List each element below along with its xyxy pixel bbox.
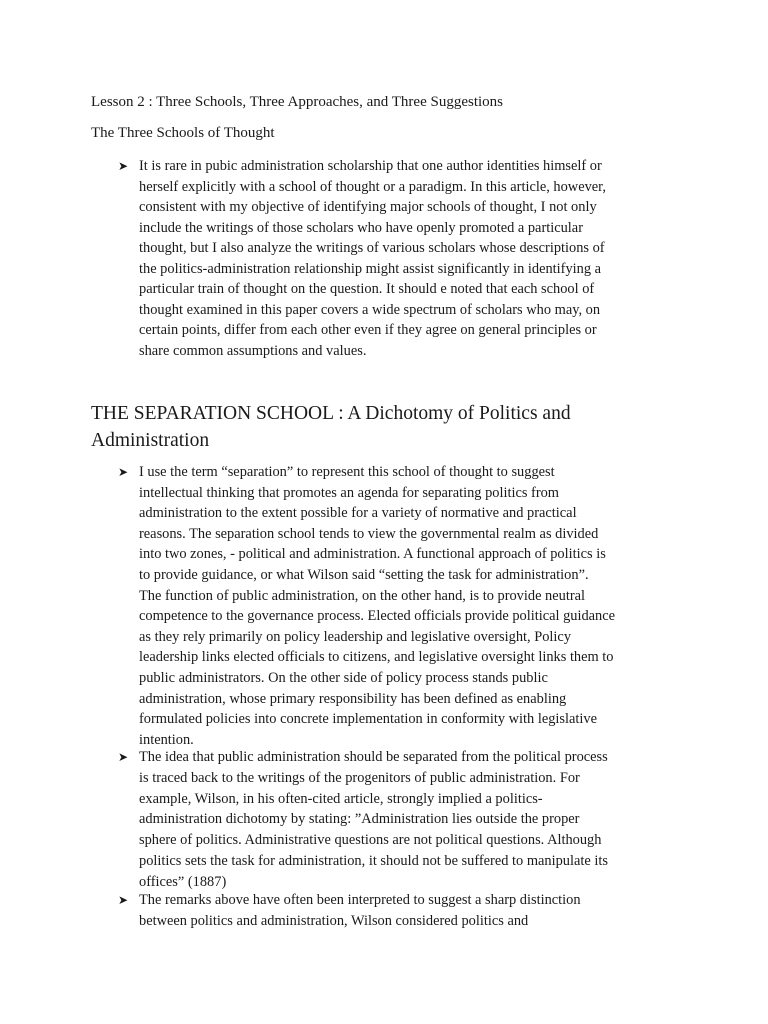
paragraph-line: politics sets the task for administration, it should not be suffered to manipulate its [139,853,608,869]
paragraph-line: between politics and administration, Wilson considered politics and [139,912,529,929]
paragraph-line: consistent with my objective of identifying major schools of thought, I not only [139,199,597,215]
paragraph-line: is traced back to the writings of the progenitors of public administration. For [139,769,580,786]
paragraph-line: offices” (1887) [139,873,227,890]
paragraph-line: example, Wilson, in his often-cited article, strongly implied a politics- [139,790,543,807]
paragraph-line: administration, whose primary responsibility has been defined as enabling [139,690,567,707]
paragraph-line: into two zones, - political and administration. A functional approach of politics is [139,546,606,563]
paragraph-line: The idea that public administration should be separated from the political process [139,749,608,765]
paragraph-line: certain points, differ from each other even if they agree on general principles or [139,322,597,338]
separation-school-heading: THE SEPARATION SCHOOL : A Dichotomy of Politics and Administration [91,403,571,451]
arrowhead-bullet-icon: ➤ [118,465,129,479]
paragraph-line: to provide guidance, or what Wilson said “setting the task for administration”. [139,567,589,583]
arrowhead-bullet-icon: ➤ [118,159,129,173]
paragraph-line: public administrators. On the other side of policy process stands public [139,670,548,686]
paragraph-line: leadership links elected officials to citizens, and legislative oversight links them to [139,649,614,666]
arrowhead-bullet-icon: ➤ [118,893,129,907]
paragraph-line: formulated policies into concrete implementation in conformity with legislative [139,711,597,728]
section-title: The Three Schools of Thought [91,125,275,141]
paragraph-line: competence to the governance process. Elected officials provide political guidance [139,608,616,625]
paragraph-line: administration to the extent possible for a variety of normative and practical [139,505,577,522]
paragraph-line: include the writings of those scholars who have openly promoted a particular [139,219,583,236]
paragraph-line: thought, but I also analyze the writings of various scholars whose descriptions of [139,240,605,256]
paragraph-line: herself explicitly with a school of thought or a paradigm. In this article, however, [139,178,606,195]
paragraph-line: administration dichotomy by stating: ”Administration lies outside the proper [139,811,580,828]
paragraph-line: It is rare in pubic administration scholarship that one author identities himself or [139,158,602,174]
paragraph-line: The remarks above have often been interpreted to suggest a sharp distinction [139,892,581,908]
paragraph-line: sphere of politics. Administrative questions are not political questions. Although [139,832,602,849]
paragraph-line: particular train of thought on the question. It should e noted that each school of [139,281,595,297]
lesson-title: Lesson 2 : Three Schools, Three Approaches, and Three Suggestions [91,94,504,110]
paragraph-line: the politics-administration relationship might assist significantly in identifying a [139,260,602,277]
paragraph-line: thought examined in this paper covers a wide spectrum of scholars who may, on [139,301,601,318]
paragraph-line: as they rely primarily on policy leadership and legislative oversight, Policy [139,628,572,645]
paragraph-line: reasons. The separation school tends to view the governmental realm as divided [139,525,599,542]
paragraph-line: The function of public administration, on the other hand, is to provide neutral [139,587,586,604]
paragraph-line: share common assumptions and values. [139,342,367,359]
arrowhead-bullet-icon: ➤ [118,750,129,764]
paragraph-line: intellectual thinking that promotes an agenda for separating politics from [139,484,560,501]
paragraph-line: intention. [139,731,194,748]
paragraph-line: I use the term “separation” to represent this school of thought to suggest [139,464,555,480]
